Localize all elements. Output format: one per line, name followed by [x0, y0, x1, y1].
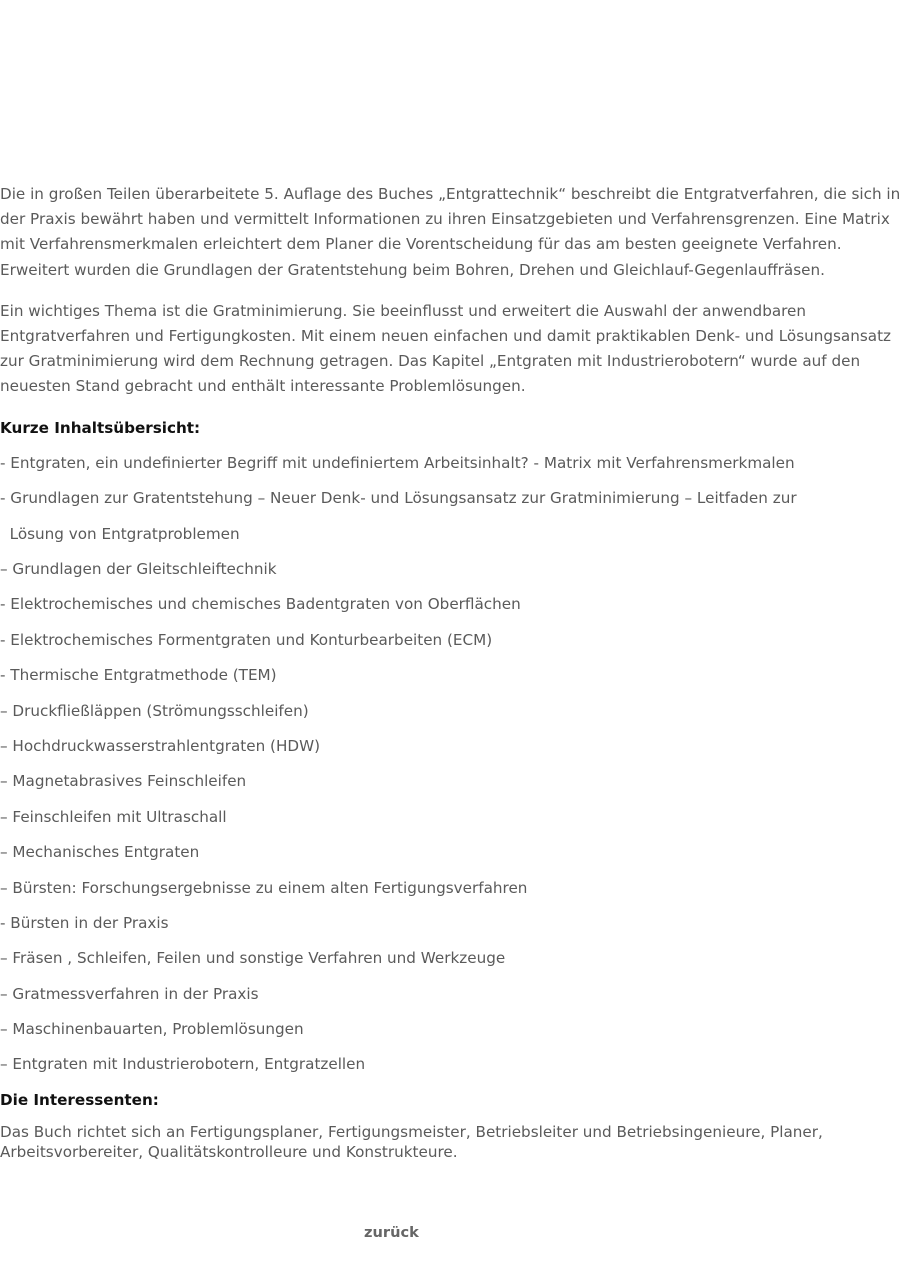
toc-item: – Gratmessverfahren in der Praxis	[0, 984, 259, 1003]
toc-item: – Hochdruckwasserstrahlentgraten (HDW)	[0, 736, 321, 755]
toc-item: – Magnetabrasives Feinschleifen	[0, 772, 247, 791]
toc-item: - Bürsten in der Praxis	[0, 913, 169, 932]
toc-list	[0, 451, 908, 1088]
audience-text: Das Buch richtet sich an Fertigungsplaner, Fertigungsmeister, Betriebsleiter und Betriebsingenieure, Planer, Arbeitsvorbereiter, Qualitätskontrolleure und Konstrukteure.	[0, 1123, 823, 1161]
toc-item: – Feinschleifen mit Ultraschall	[0, 807, 227, 826]
toc-item: - Elektrochemisches und chemisches Badentgraten von Oberflächen	[0, 595, 521, 614]
toc-heading: Kurze Inhaltsübersicht:	[0, 418, 201, 437]
toc-item: – Grundlagen der Gleitschleiftechnik	[0, 560, 277, 578]
toc-item: - Thermische Entgratmethode (TEM)	[0, 666, 277, 685]
toc-item: – Entgraten mit Industrierobotern, Entgratzellen	[0, 1055, 366, 1074]
toc-item: – Maschinenbauarten, Problemlösungen	[0, 1020, 304, 1039]
toc-item: - Grundlagen zur Gratentstehung – Neuer Denk- und Lösungsansatz zur Gratminimierung – Leitfaden zur	[0, 489, 797, 508]
toc-item: - Elektrochemisches Formentgraten und Konturbearbeiten (ECM)	[0, 630, 493, 649]
toc-item: – Mechanisches Entgraten	[0, 843, 200, 862]
book-description	[0, 182, 908, 1163]
back-link[interactable]: zurück	[364, 1224, 419, 1241]
intro-paragraph-2: Ein wichtiges Thema ist die Gratminimierung. Sie beeinflusst und erweitert die Auswahl der anwendbaren Entgratverfahren und Fertigungkosten. Mit einem neuen einfachen und damit praktikablen Denk- und Lösungsansatz zur Gratminimierung wird dem Rechnung getragen. Das Kapitel „Entgraten mit Industrierobotern“ wurde auf den neuesten Stand gebracht und enthält interessante Problemlösungen.	[0, 301, 891, 396]
toc-item: – Bürsten: Forschungsergebnisse zu einem alten Fertigungsverfahren	[0, 878, 528, 897]
toc-item: - Entgraten, ein undefinierter Begriff mit undefiniertem Arbeitsinhalt? - Matrix mit Verfahrensmerkmalen	[0, 453, 795, 472]
audience-heading: Die Interessenten:	[0, 1090, 159, 1109]
toc-item: – Druckfließläppen (Strömungsschleifen)	[0, 701, 309, 720]
intro-paragraph-1: Die in großen Teilen überarbeitete 5. Auflage des Buches „Entgrattechnik“ beschreibt die Entgratverfahren, die sich in der Praxis bewährt haben und vermittelt Informationen zu ihren Einsatzgebieten und Verfahrensgrenzen. Eine Matrix mit Verfahrensmerkmalen erleichtert dem Planer die Vorentscheidung für das am besten geeignete Verfahren. Erweitert wurden die Grundlagen der Gratentstehung beim Bohren, Drehen und Gleichlauf-Gegenlauffräsen.	[0, 185, 901, 279]
toc-item: – Fräsen , Schleifen, Feilen und sonstige Verfahren und Werkzeuge	[0, 949, 506, 968]
toc-item: Lösung von Entgratproblemen	[0, 524, 240, 543]
